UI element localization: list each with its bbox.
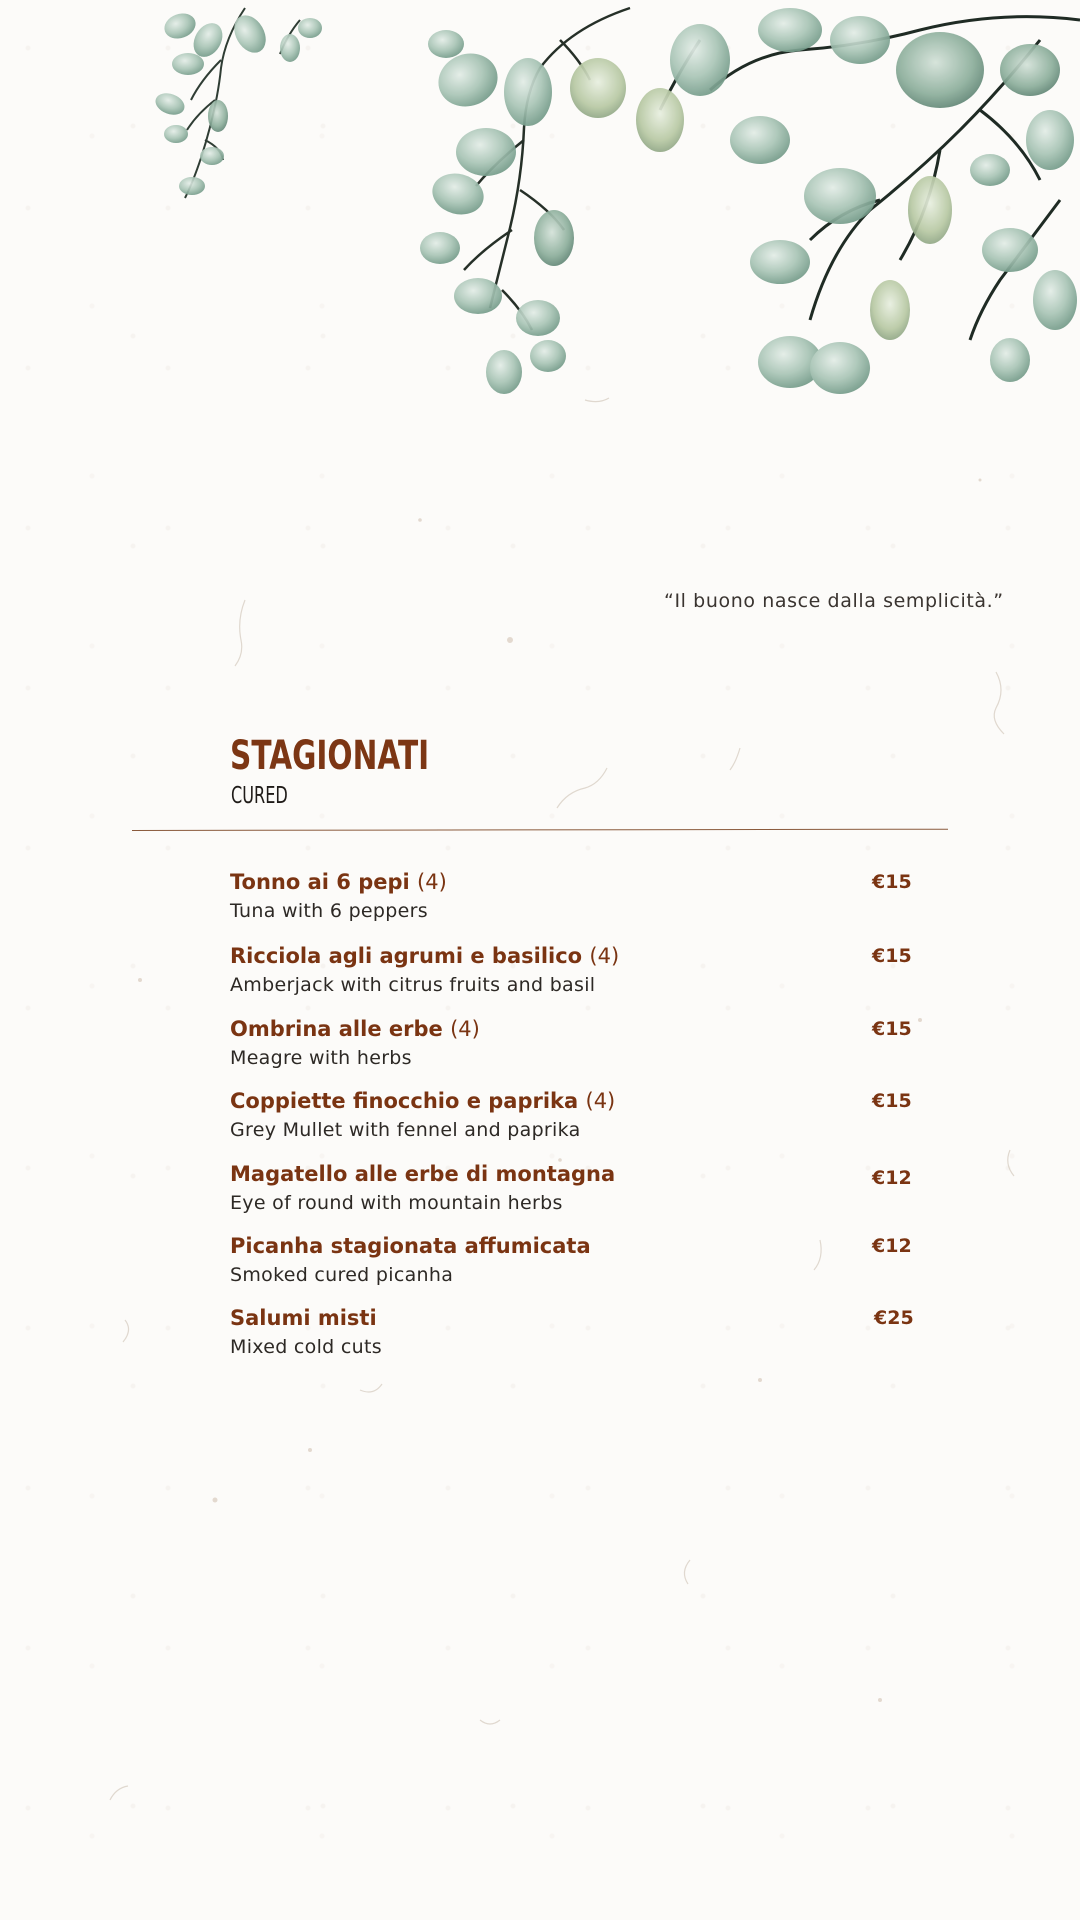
item-price: €25	[874, 1307, 914, 1329]
item-count: (4)	[417, 870, 447, 894]
item-count: (4)	[450, 1017, 480, 1041]
item-price: €15	[872, 871, 912, 893]
item-count: (4)	[589, 944, 620, 968]
item-name	[230, 868, 447, 896]
eucalyptus-foliage-illustration	[0, 0, 1080, 420]
item-description: Mixed cold cuts	[230, 1336, 382, 1358]
item-price: €15	[872, 1090, 912, 1112]
menu-item	[230, 1304, 920, 1364]
section-subtitle: CURED	[231, 783, 288, 809]
item-name-text: Salumi misti	[230, 1306, 377, 1330]
item-name	[230, 1160, 615, 1188]
item-name-text: Ricciola agli agrumi e basilico	[230, 944, 583, 968]
item-description: Tuna with 6 peppers	[230, 900, 428, 922]
item-name-text: Ombrina alle erbe	[230, 1017, 443, 1041]
menu-item	[230, 1232, 920, 1292]
menu-item	[230, 1160, 920, 1220]
item-name	[230, 1087, 615, 1115]
item-name	[230, 942, 619, 970]
menu-item	[230, 942, 920, 1002]
tagline-quote: “Il buono nasce dalla semplicità.”	[664, 590, 1004, 612]
menu-item	[230, 1015, 920, 1075]
menu-item	[230, 1087, 920, 1147]
item-name	[230, 1304, 377, 1332]
item-price: €12	[872, 1235, 912, 1257]
item-price: €15	[872, 945, 912, 967]
item-price: €15	[872, 1018, 912, 1040]
item-name	[230, 1015, 480, 1043]
item-count: (4)	[585, 1089, 616, 1113]
item-description: Grey Mullet with fennel and paprika	[230, 1119, 581, 1141]
item-name-text: Coppiette finocchio e paprika	[230, 1089, 579, 1113]
section-title: STAGIONATI	[230, 733, 430, 779]
item-name-text: Magatello alle erbe di montagna	[230, 1162, 616, 1186]
item-description: Meagre with herbs	[230, 1047, 412, 1069]
item-description: Smoked cured picanha	[230, 1264, 454, 1286]
item-description: Eye of round with mountain herbs	[230, 1192, 563, 1214]
item-description: Amberjack with citrus fruits and basil	[230, 974, 596, 996]
item-name-text: Tonno ai 6 pepi	[230, 870, 410, 894]
item-name	[230, 1232, 591, 1260]
item-price: €12	[872, 1167, 912, 1189]
item-name-text: Picanha stagionata affumicata	[230, 1234, 591, 1258]
menu-item	[230, 868, 920, 928]
